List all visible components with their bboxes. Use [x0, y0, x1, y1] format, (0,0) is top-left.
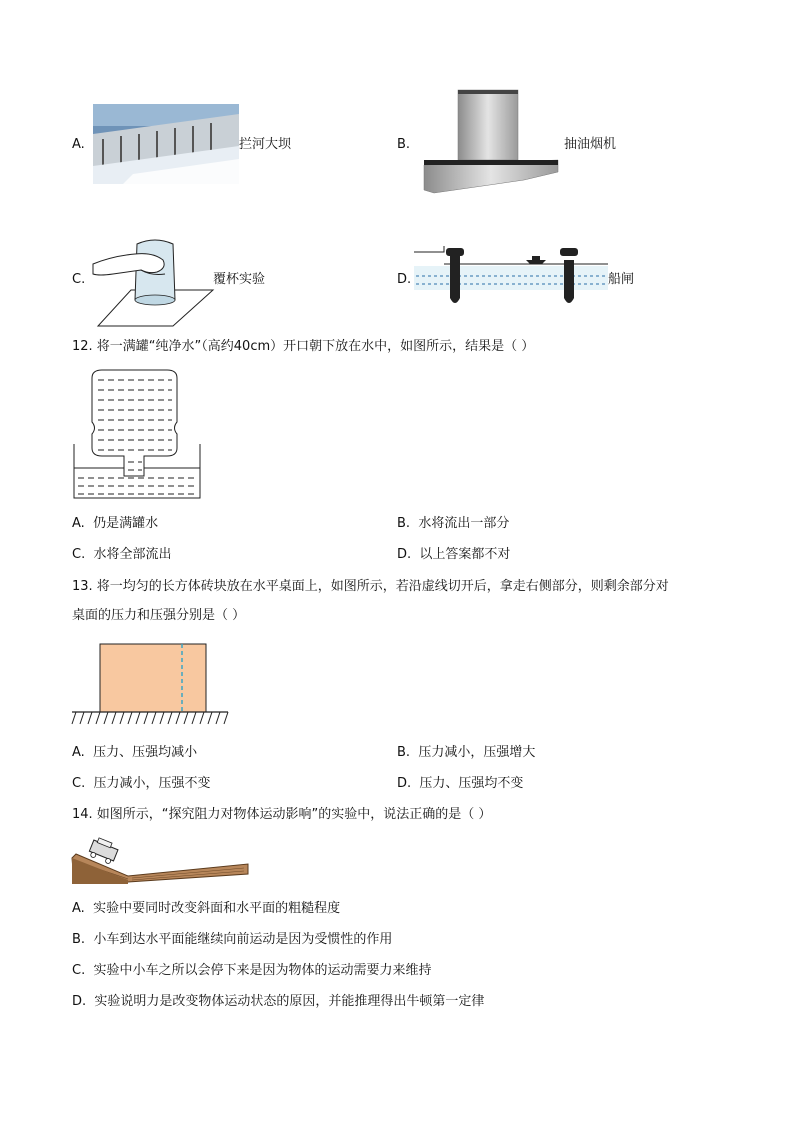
q11-option-c-letter: C. [72, 272, 86, 287]
ship-lock-image [414, 246, 608, 308]
dam-image [93, 104, 239, 184]
q11-option-b-letter: B. [397, 137, 411, 152]
q12-option-b: B. 水将流出一部分 [397, 516, 510, 531]
q11-option-c-label: 覆杯实验 [213, 272, 266, 287]
q13-option-c: C. 压力减小，压强不变 [72, 776, 211, 791]
q13-option-a: A. 压力、压强均减小 [72, 745, 198, 760]
q14-stem: 14. 如图所示，“探究阻力对物体运动影响”的实验中，说法正确的是（ ） [72, 807, 492, 822]
q11-option-a-letter: A. [72, 137, 85, 152]
q12-option-a: A. 仍是满罐水 [72, 516, 159, 531]
q11-option-a-label: 拦河大坝 [239, 137, 292, 152]
q14-option-c: C. 实验中小车之所以会停下来是因为物体的运动需要力来维持 [72, 963, 432, 978]
q13-option-b: B. 压力减小，压强增大 [397, 745, 536, 760]
q14-option-b: B. 小车到达水平面能继续向前运动是因为受惯性的作用 [72, 932, 393, 947]
brick-figure [72, 640, 228, 730]
water-bottle-figure [72, 370, 202, 500]
q13-option-d: D. 压力、压强均不变 [397, 776, 524, 791]
q12-option-d: D. 以上答案都不对 [397, 547, 511, 562]
q14-option-a: A. 实验中要同时改变斜面和水平面的粗糙程度 [72, 901, 341, 916]
q13-stem-line1: 13. 将一均匀的长方体砖块放在水平桌面上，如图所示，若沿虚线切开后，拿走右侧部分，则剩余部分对 [72, 579, 669, 594]
q12-stem: 12. 将一满罐“纯净水”（高约40cm）开口朝下放在水中，如图所示，结果是（ ） [72, 339, 535, 354]
range-hood-image [424, 90, 558, 194]
q11-option-d-label: 船闸 [608, 272, 635, 287]
incline-cart-figure [72, 838, 250, 884]
cup-experiment-image [93, 234, 213, 326]
q13-stem-line2: 桌面的压力和压强分别是（ ） [72, 608, 246, 623]
q11-option-d-letter: D. [397, 272, 412, 287]
q14-option-d: D. 实验说明力是改变物体运动状态的原因，并能推理得出牛顿第一定律 [72, 994, 485, 1009]
q12-option-c: C. 水将全部流出 [72, 547, 172, 562]
q11-option-b-label: 抽油烟机 [564, 137, 617, 152]
